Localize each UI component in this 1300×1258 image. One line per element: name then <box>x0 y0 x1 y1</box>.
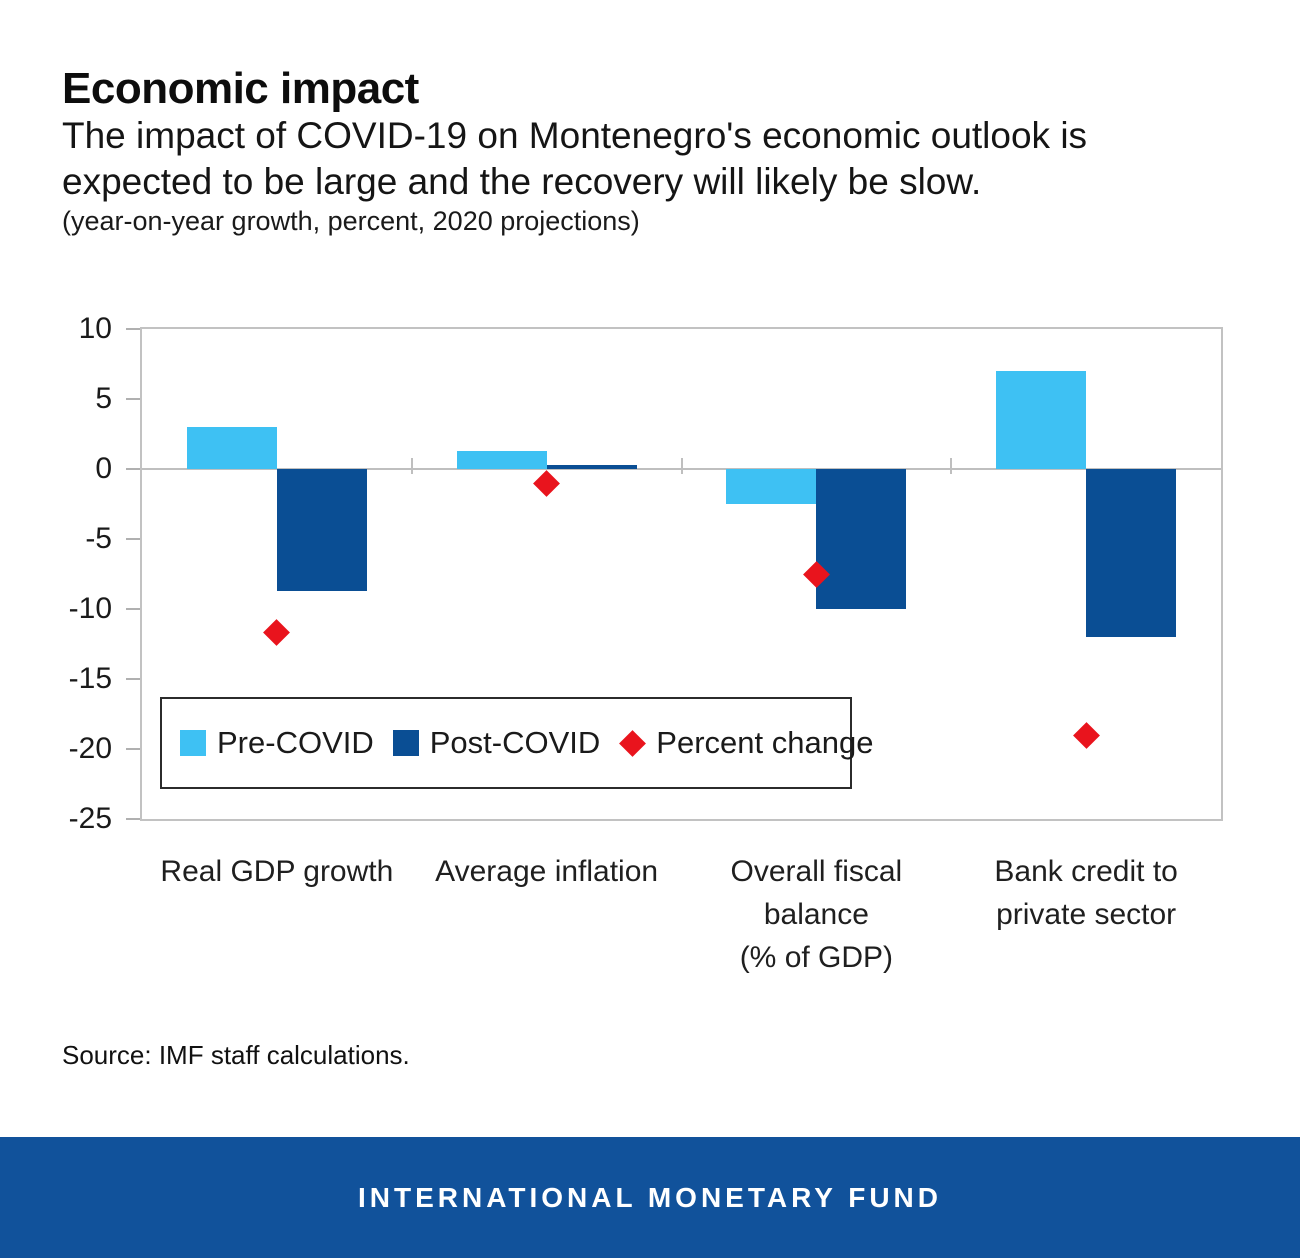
legend-item <box>619 725 873 761</box>
y-axis-label: -10 <box>68 592 112 625</box>
category-label <box>142 850 412 893</box>
legend-label: Percent change <box>656 725 874 760</box>
category-label <box>951 850 1221 936</box>
y-axis-label: -20 <box>68 732 112 765</box>
legend <box>160 697 874 789</box>
legend-label: Pre-COVID <box>217 725 374 760</box>
pre-covid-bar <box>996 371 1086 469</box>
post-covid-bar <box>547 465 637 469</box>
category-label-line: balance <box>763 898 869 931</box>
y-axis-tick <box>126 538 140 540</box>
category-label <box>412 850 682 893</box>
percent-change-marker <box>263 619 290 646</box>
category-axis-tick <box>950 458 952 474</box>
subtitle-line-2: expected to be large and the recovery will likely be slow. <box>62 161 982 202</box>
category-axis-tick <box>681 458 683 474</box>
pre-covid-bar <box>187 427 277 469</box>
legend-square-icon <box>180 730 206 756</box>
y-axis-label: 0 <box>95 452 112 485</box>
plot-area <box>140 327 1223 821</box>
y-axis-tick <box>126 678 140 680</box>
imf-footer-text: INTERNATIONAL MONETARY FUND <box>358 1181 942 1213</box>
percent-change-marker <box>533 470 560 497</box>
y-axis-label: -25 <box>68 802 112 835</box>
y-axis-tick <box>126 468 140 470</box>
category-label-line: (% of GDP) <box>739 941 894 974</box>
post-covid-bar <box>277 469 367 591</box>
category-label-line: Real GDP growth <box>160 855 394 888</box>
category-label <box>682 850 952 979</box>
legend-diamond-icon <box>619 730 646 757</box>
percent-change-marker <box>1073 722 1100 749</box>
y-axis-tick <box>126 608 140 610</box>
y-axis-tick <box>126 818 140 820</box>
legend-item <box>180 725 374 761</box>
category-label-line: private sector <box>996 898 1177 931</box>
pre-covid-bar <box>457 451 547 469</box>
legend-item <box>393 725 601 761</box>
legend-square-icon <box>393 730 419 756</box>
y-axis-label: -5 <box>85 522 112 555</box>
post-covid-bar <box>816 469 906 609</box>
y-axis-tick <box>126 398 140 400</box>
imf-footer-band <box>0 1137 1300 1258</box>
subtitle-line-1: The impact of COVID-19 on Montenegro's economic outlook is <box>62 115 1088 156</box>
legend-label: Post-COVID <box>429 725 601 760</box>
units-note: (year-on-year growth, percent, 2020 projections) <box>62 206 640 236</box>
y-axis-label: 5 <box>95 382 112 415</box>
y-axis-label: 10 <box>78 312 112 345</box>
category-label-line: Average inflation <box>435 855 659 888</box>
category-label-line: Bank credit to <box>994 855 1178 888</box>
y-axis-label: -15 <box>68 662 112 695</box>
post-covid-bar <box>1086 469 1176 637</box>
source-note: Source: IMF staff calculations. <box>62 1040 410 1070</box>
pre-covid-bar <box>726 469 816 504</box>
y-axis-tick <box>126 328 140 330</box>
y-axis-tick <box>126 748 140 750</box>
category-label-line: Overall fiscal <box>730 855 903 888</box>
category-axis-tick <box>411 458 413 474</box>
chart-title: Economic impact <box>62 64 419 113</box>
